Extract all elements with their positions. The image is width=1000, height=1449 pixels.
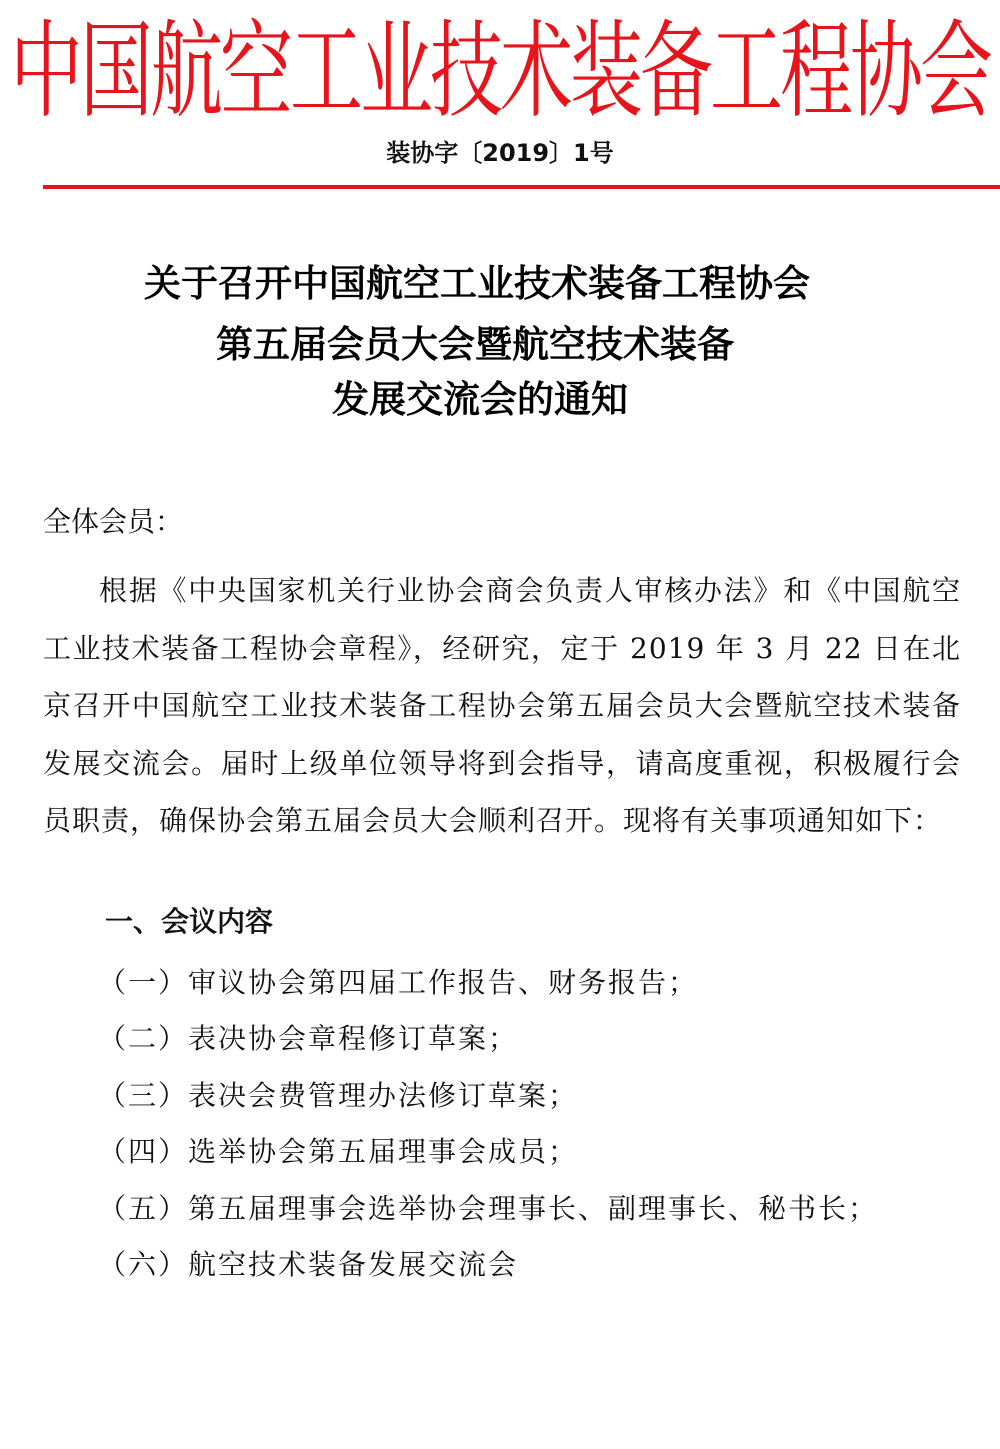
section-heading-meeting-content: 一、会议内容 (105, 905, 274, 938)
agenda-item: （四）选举协会第五届理事会成员； (98, 1135, 579, 1169)
title-line-1: 关于召开中国航空工业技术装备工程协会 (144, 262, 810, 305)
agenda-item: （六）航空技术装备发展交流会 (98, 1248, 519, 1282)
agenda-item: （五）第五届理事会选举协会理事长、副理事长、秘书长； (98, 1191, 879, 1225)
agenda-item: （二）表决协会章程修订草案； (98, 1022, 519, 1056)
red-divider-line (43, 185, 1000, 189)
salutation: 全体会员： (43, 505, 184, 538)
masthead-org-name: 中国航空工业技术装备工程协会 (10, 10, 990, 134)
body-paragraph: 根据《中央国家机关行业协会商会负责人审核办法》和《中国航空工业技术装备工程协会章程》，经研究，定于 2019 年 3 月 22 日在北京召开中国航空工业技术装备工程协会第五届会员大会暨航空技术装备发展交流会。届时上级单位领导将到会指导，请高度重视，积极履行会员职责，确保协会第五届会员大会顺利召开。现将有关事项通知如下： (43, 574, 961, 837)
title-line-3: 发展交流会的通知 (332, 378, 628, 421)
agenda-item: （一）审议协会第四届工作报告、财务报告； (98, 966, 699, 999)
agenda-list (98, 955, 878, 1293)
agenda-item: （三）表决会费管理办法修订草案； (98, 1078, 579, 1112)
title-line-2: 第五届会员大会暨航空技术装备 (216, 323, 734, 366)
document-number: 装协字〔2019〕1号 (386, 139, 614, 167)
